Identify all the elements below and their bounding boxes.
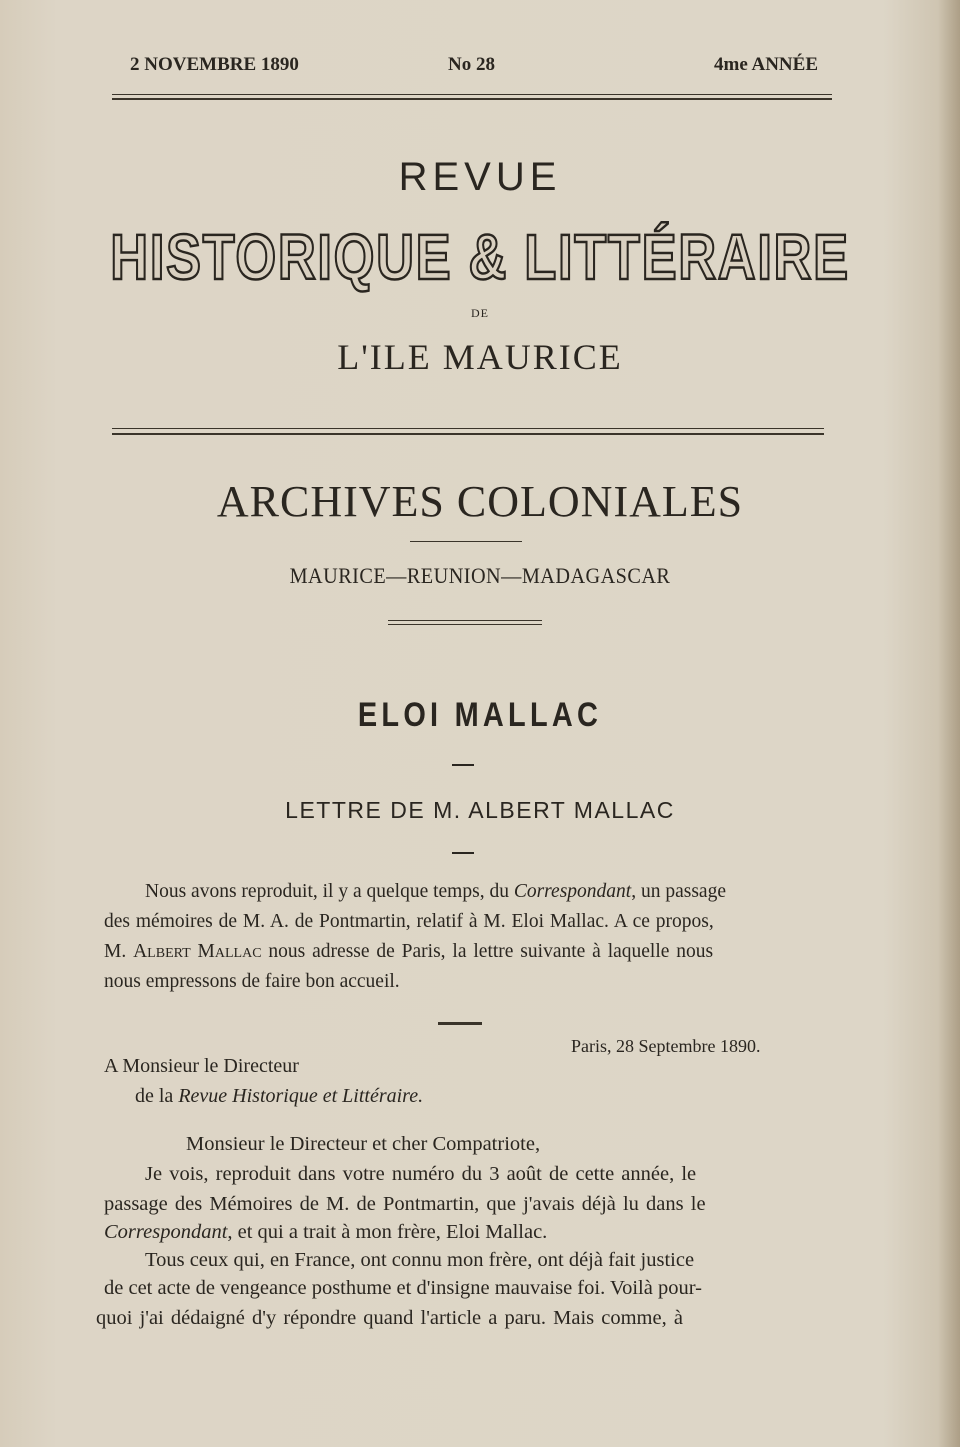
letter-dateline: Paris, 28 Septembre 1890.: [571, 1036, 761, 1056]
masthead-historique: HISTORIQUE & LITTÉRAIRE: [110, 221, 850, 293]
section-subtitle: MAURICE—REUNION—MADAGASCAR: [289, 563, 671, 588]
letter-address-line-2: [135, 1085, 423, 1108]
intro-line-1-tail: , un passage: [631, 881, 726, 902]
section-rule-bottom: [388, 624, 542, 625]
masthead-ile: L'ILE MAURICE: [337, 337, 623, 377]
section-title: ARCHIVES COLONIALES: [216, 477, 744, 526]
intro-line-3-text: M.: [104, 941, 134, 962]
letter-line-4: [104, 1218, 547, 1247]
intro-line-3-name: Albert Mallac: [133, 941, 262, 962]
intro-line-3-tail: nous adresse de Paris, la lettre suivante à laquelle nous: [261, 941, 714, 962]
intro-line-2-text: des mémoires de M. A. de Pontmartin, relatif à M. Eloi Mallac. A ce propos,: [104, 911, 714, 932]
issue-header: [130, 54, 818, 80]
masthead-rule-bottom: [112, 433, 824, 435]
article-title: ELOI MALLAC: [357, 696, 603, 734]
intro-line-1-italic: Correspondant: [513, 881, 632, 902]
letter-line-6-text: de cet acte de vengeance posthume et d'insigne mauvaise foi. Voilà pour-: [104, 1277, 702, 1299]
section-title-rule: [410, 541, 522, 542]
letter-line-4-tail: , et qui a trait à mon frère, Eloi Mallac.: [227, 1221, 548, 1243]
issue-year: 4me ANNÉE: [714, 54, 818, 75]
letter-line-1-text: Monsieur le Directeur et cher Compatriote,: [186, 1133, 541, 1155]
address-line-2-italic: Revue Historique et Littéraire.: [178, 1085, 424, 1107]
letter-line-7: [96, 1304, 683, 1333]
intro-line-1: [145, 877, 726, 906]
intro-line-4: [104, 967, 400, 996]
intro-line-2: [104, 907, 714, 936]
header-rule-top: [112, 94, 832, 95]
letter-separator: [438, 1022, 482, 1025]
issue-date: 2 NOVEMBRE 1890: [130, 54, 299, 75]
masthead-de: DE: [471, 306, 489, 320]
intro-line-1-text: Nous avons reproduit, il y a quelque temps, du: [145, 881, 514, 902]
address-line-2-text: de la: [135, 1085, 179, 1107]
letter-line-2: [145, 1160, 696, 1189]
letter-line-7-text: quoi j'ai dédaigné d'y répondre quand l'article a paru. Mais comme, à: [96, 1307, 683, 1329]
section-rule-top: [388, 620, 542, 621]
letter-line-3-text: passage des Mémoires de M. de Pontmartin, que j'avais déjà lu dans le: [104, 1193, 706, 1215]
letter-line-4-italic: Correspondant: [104, 1221, 228, 1243]
intro-line-4-text: nous empressons de faire bon accueil.: [104, 971, 400, 992]
header-rule-bottom: [112, 98, 832, 100]
letter-line-6: [104, 1274, 702, 1303]
letter-line-5: [145, 1246, 694, 1275]
letter-line-2-text: Je vois, reproduit dans votre numéro du 3 août de cette année, le: [145, 1163, 697, 1185]
letter-line-3: [104, 1190, 706, 1219]
intro-line-3: [104, 937, 713, 966]
masthead-revue: REVUE: [398, 155, 562, 199]
subtitle-dash: [452, 852, 474, 854]
article-subtitle: LETTRE DE M. ALBERT MALLAC: [285, 797, 675, 823]
masthead-rule-top: [112, 428, 824, 429]
letter-address-line-1: A Monsieur le Directeur: [104, 1055, 299, 1077]
letter-line-1: [186, 1130, 540, 1159]
letter-line-5-text: Tous ceux qui, en France, ont connu mon frère, ont déjà fait justice: [145, 1249, 695, 1271]
page-edge-shadow: [938, 0, 960, 1447]
title-dash: [452, 764, 474, 766]
issue-number: No 28: [448, 54, 495, 75]
